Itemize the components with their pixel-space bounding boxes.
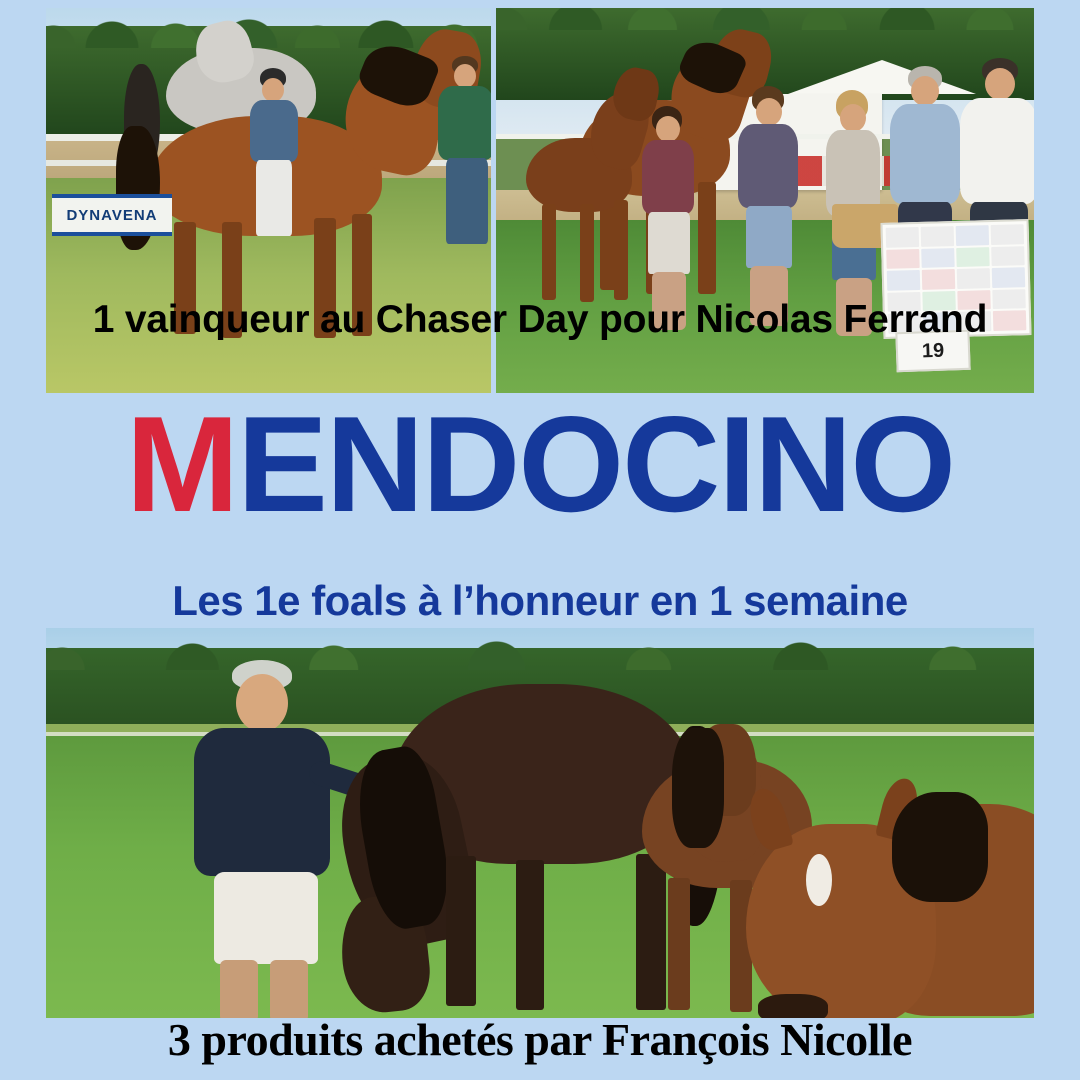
footer-caption: 3 produits achetés par François Nicolle	[167, 1014, 913, 1065]
title-accent-letter: M	[125, 388, 238, 540]
foal-leg	[614, 200, 628, 300]
foal-mid-leg	[668, 878, 690, 1010]
title-rest: ENDOCINO	[237, 388, 955, 540]
dynavena-banner: DYNAVENA	[52, 194, 172, 236]
foal-leg	[580, 204, 594, 302]
number-plate: 19	[895, 330, 970, 373]
person-breeder	[158, 660, 358, 1012]
mare-leg	[636, 854, 666, 1010]
foal-mid-mane	[672, 728, 724, 848]
handler-person	[432, 56, 491, 256]
mare-leg	[516, 860, 544, 1010]
foal-leg	[542, 204, 556, 300]
page-title	[0, 388, 1080, 540]
subtitle: Les 1e foals à l’honneur en 1 semaine	[172, 577, 908, 624]
foal-near-blaze	[806, 854, 832, 906]
handler-person	[242, 68, 306, 248]
photo-bottom	[46, 628, 1034, 1018]
headline: 1 vainqueur au Chaser Day pour Nicolas Ferrand	[92, 298, 988, 341]
foal-near-mane	[892, 792, 988, 902]
mare-leg	[446, 856, 476, 1006]
